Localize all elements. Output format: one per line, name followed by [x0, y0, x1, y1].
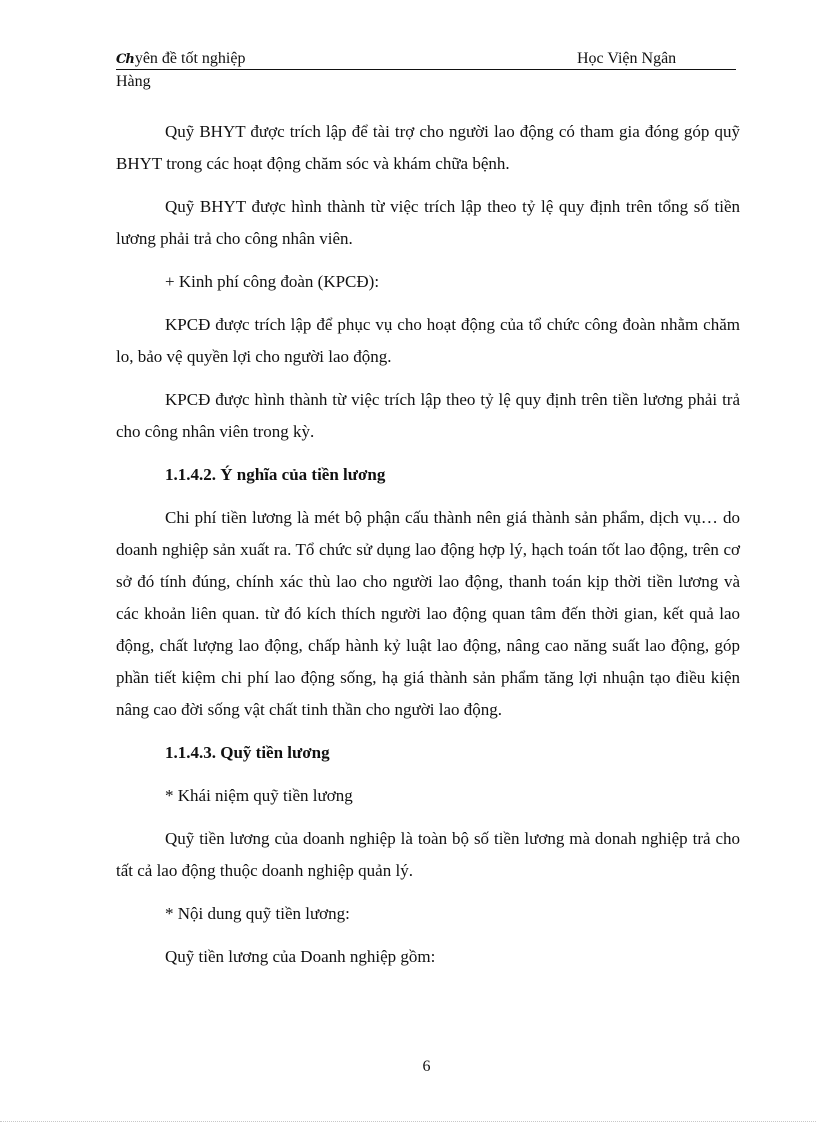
section-heading-1-1-4-3: 1.1.4.3. Quỹ tiền lương	[165, 743, 330, 762]
paragraph-kpcd-purpose: KPCĐ được trích lập để phục vụ cho hoạt động của tổ chức công đoàn nhằm chăm lo, bảo vệ quyền lợi cho người lao động.	[116, 315, 740, 366]
paragraph-fund-concept-title: * Khái niệm quỹ tiền lương	[165, 786, 353, 805]
paragraph-bhyt-purpose: Quỹ BHYT được trích lập để tài trợ cho người lao động có tham gia đóng góp quỹ BHYT trong các hoạt động chăm sóc và khám chữa bệnh.	[116, 122, 740, 173]
paragraph-fund-concept: Quỹ tiền lương của doanh nghiệp là toàn bộ số tiền lương mà donah nghiệp trả cho tất cả lao động thuộc doanh nghiệp quản lý.	[116, 829, 740, 880]
page-number: 6	[422, 1058, 431, 1075]
document-body	[116, 116, 740, 984]
paragraph-fund-includes: Quỹ tiền lương của Doanh nghiệp gồm:	[165, 947, 436, 966]
header-continuation: Hàng	[116, 73, 151, 90]
paragraph-kpcd-title: + Kinh phí công đoàn (KPCĐ):	[165, 272, 380, 291]
header-left-text: yên đề tốt nghiệp	[134, 50, 246, 67]
header-left	[116, 49, 245, 70]
section-heading-1-1-4-2: 1.1.4.2. Ý nghĩa của tiền lương	[165, 465, 386, 484]
paragraph-fund-content-title: * Nội dung quỹ tiền lương:	[165, 904, 350, 923]
page-header	[116, 49, 736, 70]
paragraph-kpcd-formation: KPCĐ được hình thành từ việc trích lập theo tỷ lệ quy định trên tiền lương phải trả cho công nhân viên trong kỳ.	[116, 390, 740, 441]
header-right-text: Học Viện Ngân	[577, 50, 677, 67]
page-bottom-border	[0, 1121, 816, 1122]
paragraph-salary-meaning: Chi phí tiền lương là mét bộ phận cấu thành nên giá thành sản phẩm, dịch vụ… do doanh nghiệp sản xuất ra. Tổ chức sử dụng lao động hợp lý, hạch toán tốt lao động, trên cơ sở đó tính đúng, chính xác thù lao cho người lao động, thanh toán kịp thời tiền lương và các khoản liên quan. từ đó kích thích người lao động quan tâm đến thời gian, kết quả lao động, chất lượng lao động, chấp hành kỷ luật lao động, nâng cao năng suất lao động, góp phần tiết kiệm chi phí lao động sống, hạ giá thành sản phẩm tăng lợi nhuận tạo điều kiện nâng cao đời sống vật chất tinh thần cho người lao động.	[116, 508, 740, 719]
paragraph-bhyt-formation: Quỹ BHYT được hình thành từ việc trích lập theo tỷ lệ quy định trên tổng số tiền lương phải trả cho công nhân viên.	[116, 197, 740, 248]
header-logo: Ch	[116, 52, 134, 67]
